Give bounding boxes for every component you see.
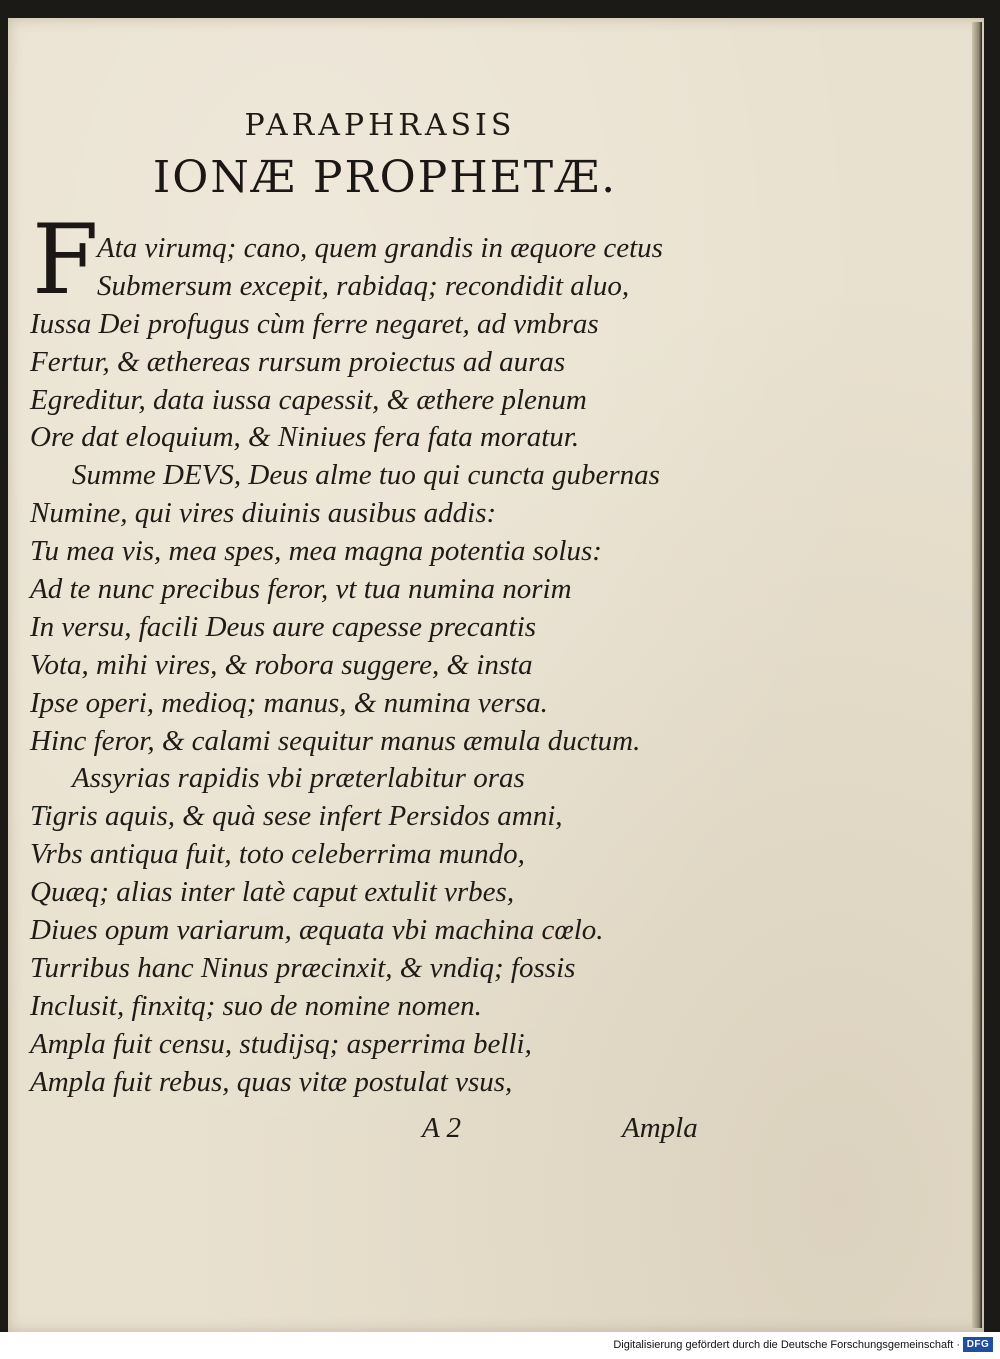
verse-line: Ad te nunc precibus feror, vt tua numina norim (30, 573, 572, 606)
title-line-2: IONÆ PROPHETÆ. (152, 152, 618, 203)
verse-line: Hinc feror, & calami sequitur manus æmula ductum. (30, 724, 641, 757)
funding-credit: Digitalisierung gefördert durch die Deutsche Forschungsgemeinschaft · (613, 1339, 960, 1351)
verse-line: Tu mea vis, mea spes, mea magna potentia solus: (30, 535, 602, 568)
verse-line: Ore dat eloquium, & Niniues fera fata moratur. (30, 421, 580, 454)
title-line-1: PARAPHRASIS (244, 108, 516, 143)
verse-line: Ampla fuit rebus, quas vitæ postulat vsus, (30, 1065, 513, 1098)
dfg-logo-icon: DFG (963, 1337, 993, 1352)
catchword: Ampla (622, 1112, 698, 1144)
verse-line: Turribus hanc Ninus præcinxit, & vndiq; fossis (30, 951, 576, 984)
verse-line: Fertur, & æthereas rursum proiectus ad auras (30, 345, 566, 378)
verse-line: Vota, mihi vires, & robora suggere, & insta (30, 648, 533, 681)
verse-line: Diues opum variarum, æquata vbi machina cœlo. (30, 914, 604, 947)
verse-line: Quæq; alias inter latè caput extulit vrbes, (30, 876, 515, 909)
verse-line: Submersum excepit, rabidaq; recondidit aluo, (97, 269, 630, 302)
verse-line: Tigris aquis, & quà sese infert Persidos amni, (30, 800, 563, 833)
verse-line: Egreditur, data iussa capessit, & æthere plenum (30, 383, 587, 416)
verse-line: Assyrias rapidis vbi præterlabitur oras (72, 762, 525, 795)
verse-line: Ata virumq; cano, quem grandis in æquore cetus (97, 232, 663, 264)
verse-line: In versu, facili Deus aure capesse precantis (30, 610, 537, 643)
verse-text (30, 230, 750, 1101)
verse-line: Inclusit, finxitq; suo de nomine nomen. (30, 989, 482, 1022)
verse-line: Ipse operi, medioq; manus, & numina versa. (30, 686, 548, 719)
page-edge (972, 22, 982, 1328)
verse-line: Summe DEVS, Deus alme tuo qui cuncta gubernas (72, 459, 660, 492)
verse-line: Numine, qui vires diuinis ausibus addis: (30, 497, 497, 530)
verse-line: Vrbs antiqua fuit, toto celeberrima mundo, (30, 838, 525, 871)
verse-line: Iussa Dei profugus cùm ferre negaret, ad vmbras (30, 307, 599, 340)
drop-initial: F (32, 204, 99, 316)
verse-line: Ampla fuit censu, studijsq; asperrima belli, (30, 1027, 532, 1060)
signature-mark: A 2 (422, 1112, 461, 1144)
